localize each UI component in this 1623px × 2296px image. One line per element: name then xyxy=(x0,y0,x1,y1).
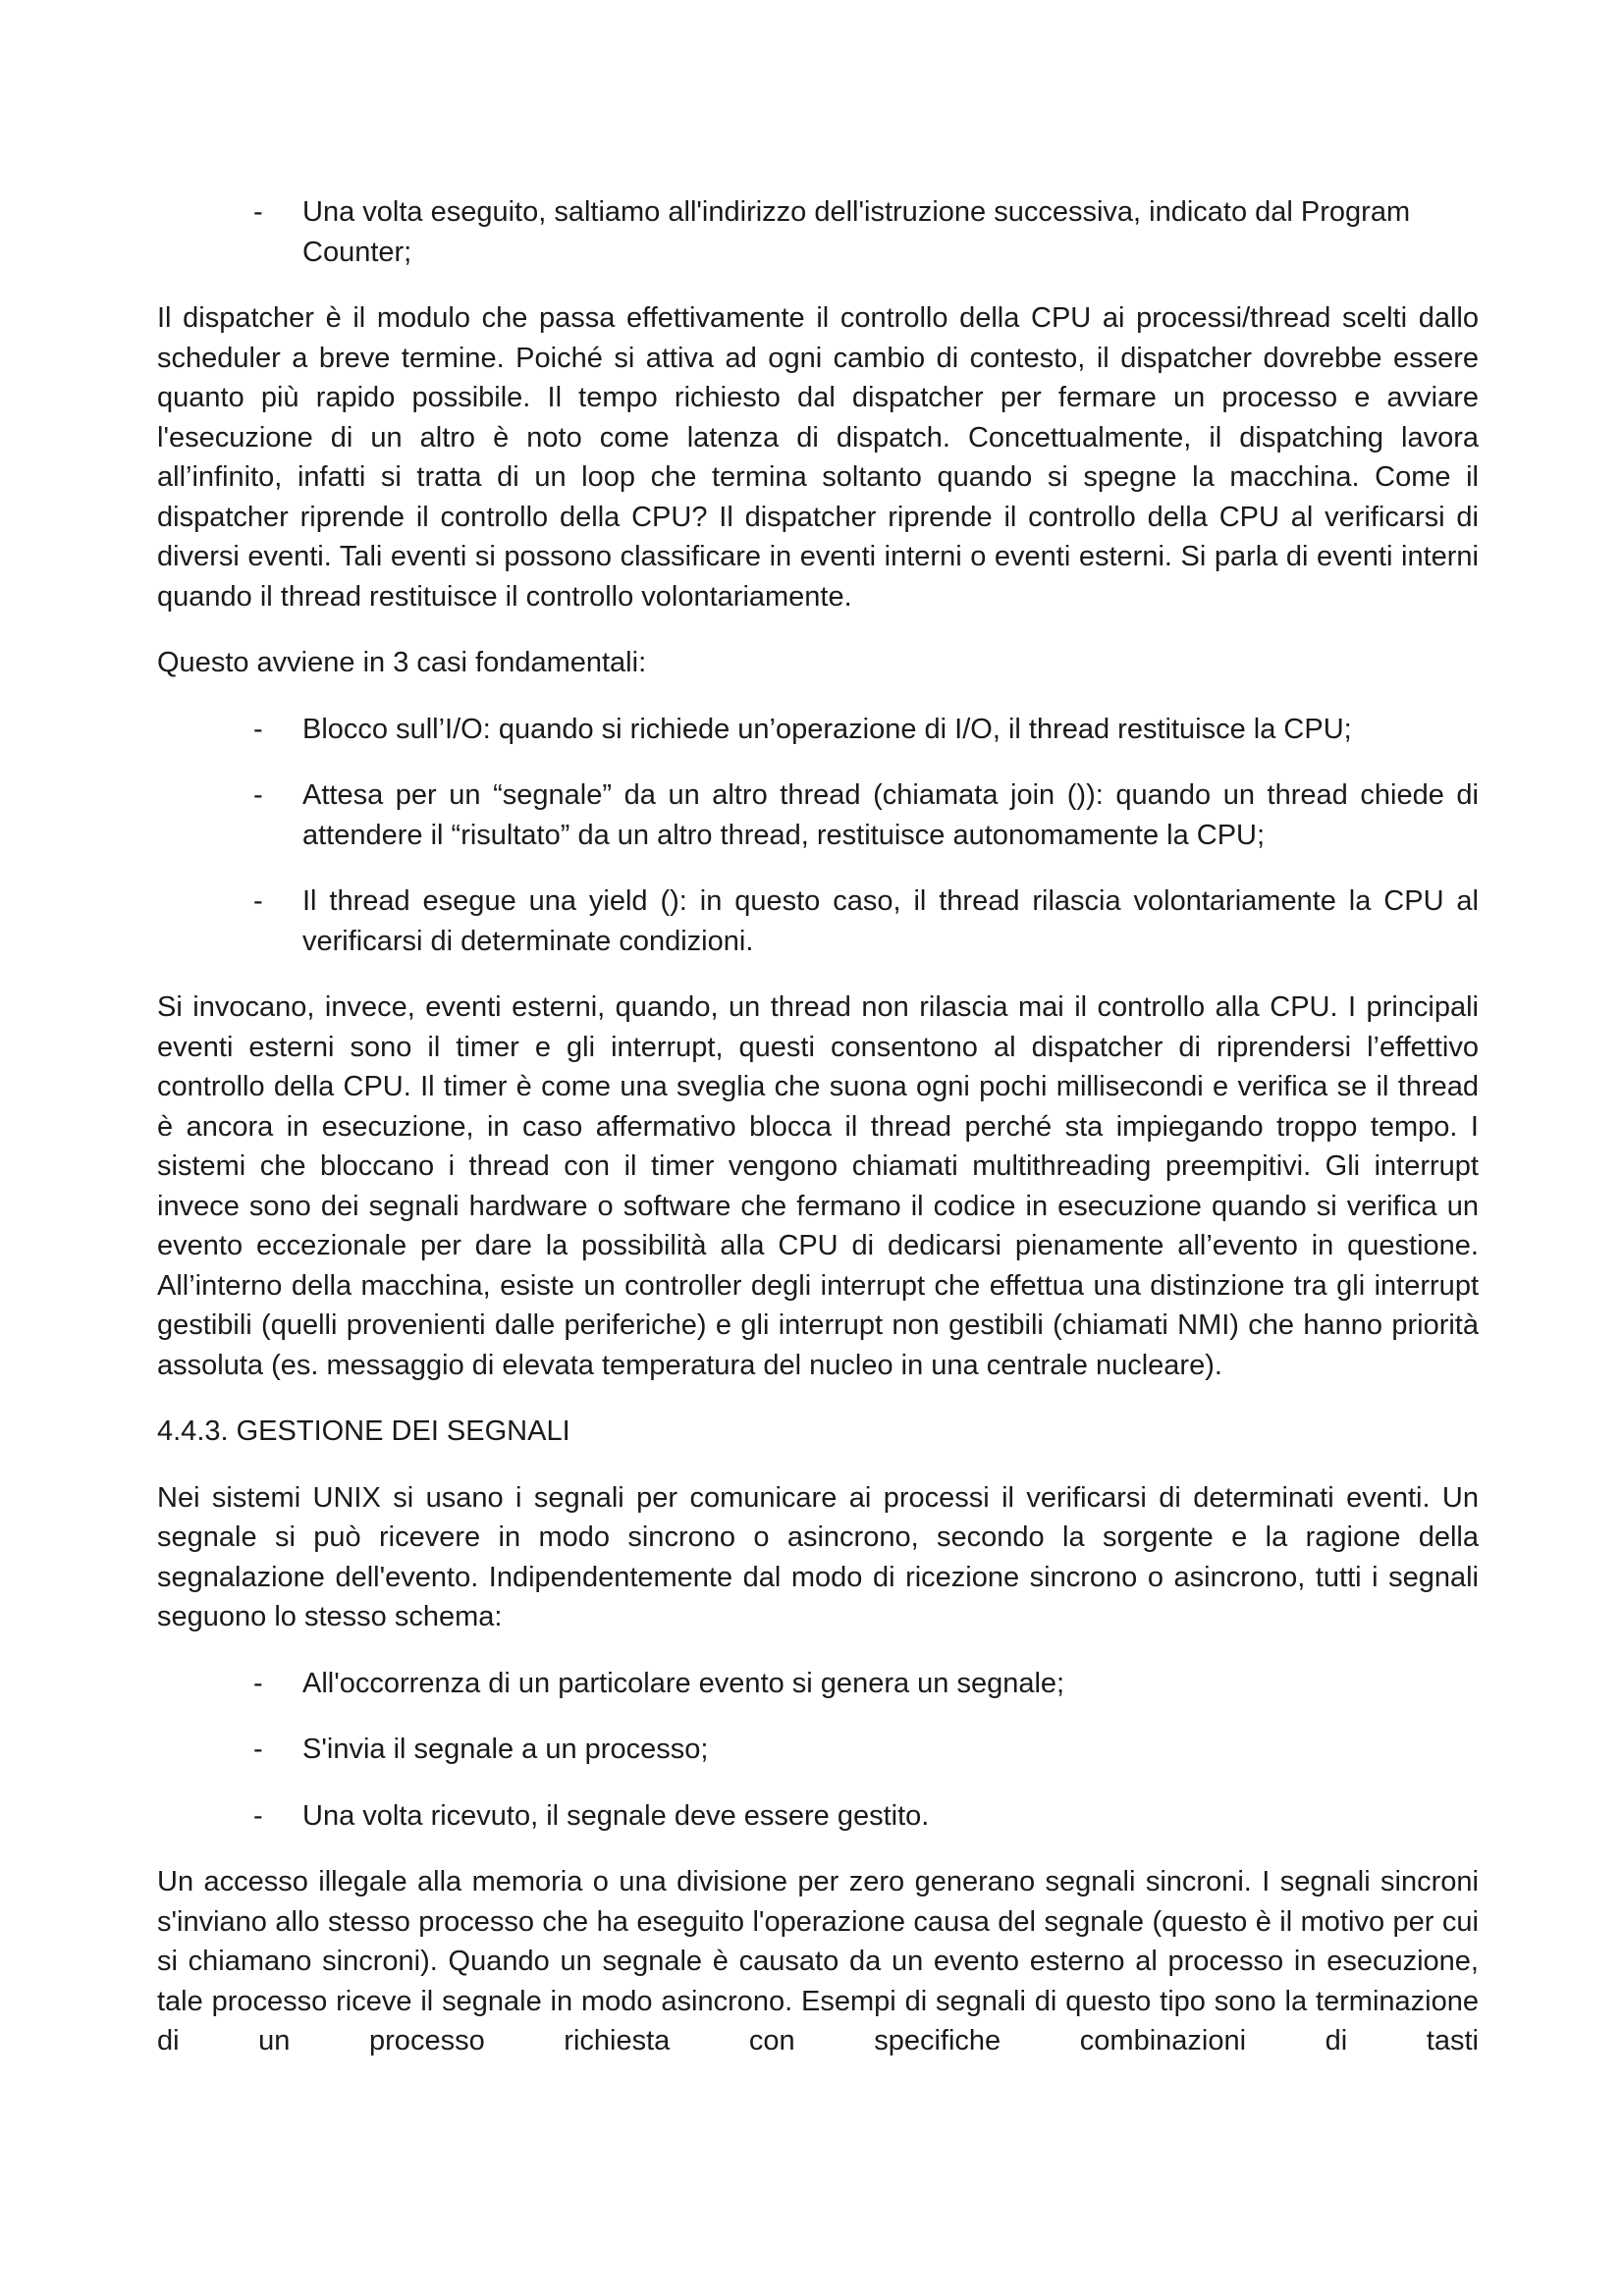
bullet-list-cases xyxy=(157,710,1479,962)
list-item-text: Blocco sull’I/O: quando si richiede un’operazione di I/O, il thread restituisce la CPU; xyxy=(302,713,1352,745)
bullet-dash: - xyxy=(253,885,263,917)
list-item xyxy=(157,1796,1479,1837)
list-item-text: S'invia il segnale a un processo; xyxy=(302,1734,709,1765)
list-item xyxy=(157,1664,1479,1704)
bullet-list-signals xyxy=(157,1664,1479,1837)
section-heading: 4.4.3. GESTIONE DEI SEGNALI xyxy=(157,1415,570,1447)
bullet-dash: - xyxy=(253,1734,263,1765)
bullet-list-top xyxy=(157,192,1479,272)
list-item xyxy=(157,192,1479,272)
bullet-dash: - xyxy=(253,779,263,811)
paragraph-cases-intro: Questo avviene in 3 casi fondamentali: xyxy=(157,647,647,678)
list-item xyxy=(157,710,1479,750)
list-item-text: Una volta eseguito, saltiamo all'indirizzo dell'istruzione successiva, indicato dal Program Counter; xyxy=(302,196,1411,268)
list-item-text: All'occorrenza di un particolare evento si genera un segnale; xyxy=(302,1667,1065,1699)
document-page xyxy=(157,192,1479,2088)
list-item xyxy=(157,1730,1479,1770)
bullet-dash: - xyxy=(253,1667,263,1699)
list-item xyxy=(157,881,1479,961)
list-item-text: Il thread esegue una yield (): in questo caso, il thread rilascia volontariamente la CPU al verificarsi di determinate condizioni. xyxy=(302,885,1479,957)
paragraph-signals: Nei sistemi UNIX si usano i segnali per comunicare ai processi il verificarsi di determinati eventi. Un segnale si può ricevere in modo sincrono o asincrono, secondo la sorgente e la ragione della segnalazione dell'evento. Indipendentemente dal modo di ricezione sincrono o asincrono, tutti i segnali seguono lo stesso schema: xyxy=(157,1481,1479,1632)
list-item-text: Una volta ricevuto, il segnale deve essere gestito. xyxy=(302,1799,930,1832)
paragraph-sync-signals: Un accesso illegale alla memoria o una divisione per zero generano segnali sincroni. I segnali sincroni s'inviano allo stesso processo che ha eseguito l'operazione causa del segnale (questo è il motivo per cui si chiamano sincroni). Quando un segnale è causato da un evento esterno al processo in esecuzione, tale processo riceve il segnale in modo asincrono. Esempi di segnali di questo tipo sono la terminazione di un processo richiesta con specifiche combinazioni di tasti xyxy=(157,1866,1479,2056)
list-item xyxy=(157,775,1479,855)
paragraph-external-events: Si invocano, invece, eventi esterni, quando, un thread non rilascia mai il controllo alla CPU. I principali eventi esterni sono il timer e gli interrupt, questi consentono al dispatcher di riprendersi l’effettivo controllo della CPU. Il timer è come una sveglia che suona ogni pochi millisecondi e verifica se il thread è ancora in esecuzione, in caso affermativo blocca il thread perché sta impiegando troppo tempo. I sistemi che bloccano i thread con il timer vengono chiamati multithreading preempitivi. Gli interrupt invece sono dei segnali hardware o software che fermano il codice in esecuzione quando si verifica un evento eccezionale per dare la possibilità alla CPU di dedicarsi pienamente all’evento in questione. All’interno della macchina, esiste un controller degli interrupt che effettua una distinzione tra gli interrupt gestibili (quelli provenienti dalle periferiche) e gli interrupt non gestibili (chiamati NMI) che hanno priorità assoluta (es. messaggio di elevata temperatura del nucleo in una centrale nucleare). xyxy=(157,991,1479,1381)
bullet-dash: - xyxy=(253,196,263,228)
bullet-dash: - xyxy=(253,713,263,745)
bullet-dash: - xyxy=(253,1799,263,1832)
list-item-text: Attesa per un “segnale” da un altro thread (chiamata join ()): quando un thread chiede di attendere il “risultato” da un altro thread, restituisce autonomamente la CPU; xyxy=(302,779,1479,851)
paragraph-dispatcher: Il dispatcher è il modulo che passa effettivamente il controllo della CPU ai processi/thread scelti dallo scheduler a breve termine. Poiché si attiva ad ogni cambio di contesto, il dispatcher dovrebbe essere quanto più rapido possibile. Il tempo richiesto dal dispatcher per fermare un processo e avviare l'esecuzione di un altro è noto come latenza di dispatch. Concettualmente, il dispatching lavora all’infinito, infatti si tratta di un loop che termina soltanto quando si spegne la macchina. Come il dispatcher riprende il controllo della CPU? Il dispatcher riprende il controllo della CPU al verificarsi di diversi eventi. Tali eventi si possono classificare in eventi interni o eventi esterni. Si parla di eventi interni quando il thread restituisce il controllo volontariamente. xyxy=(157,302,1479,613)
